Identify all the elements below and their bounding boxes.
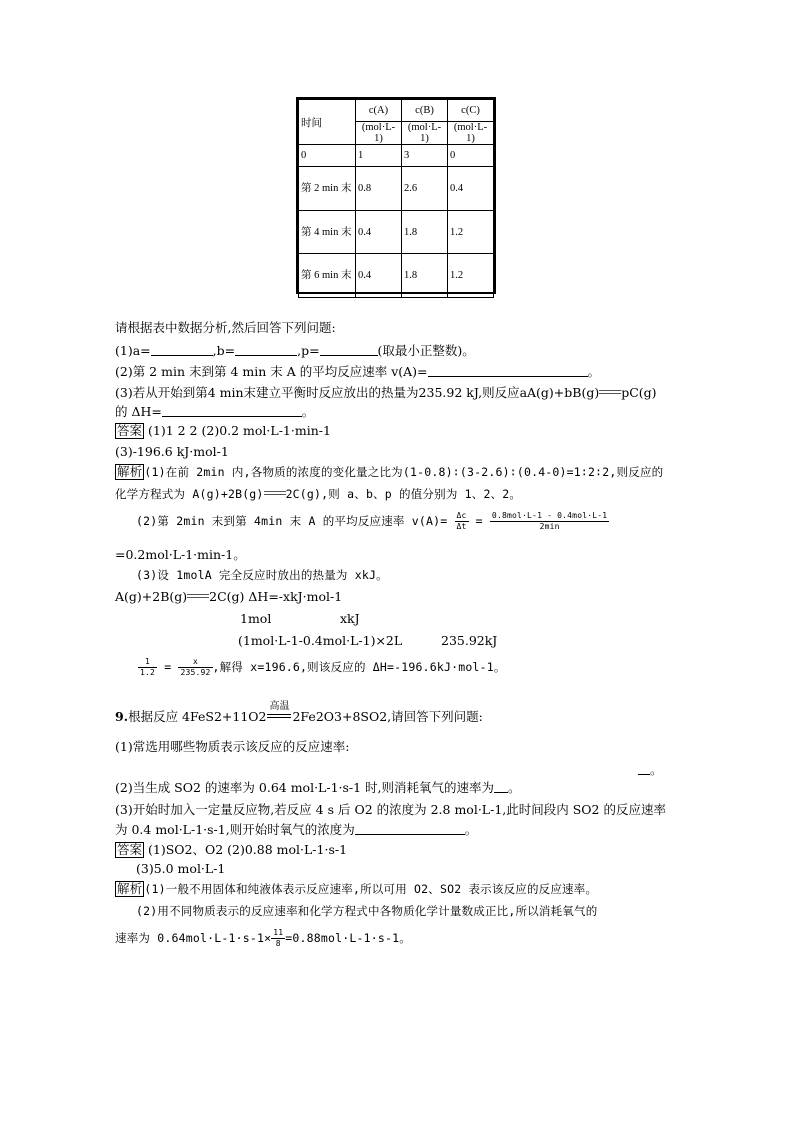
answer-blank[interactable] bbox=[355, 823, 465, 835]
table-header-ca: c(A) bbox=[356, 100, 402, 122]
q8-analysis-line1: 解析 (1)在前 2min 内,各物质的浓度的变化量之比为(1-0.8)∶(3-2.6)∶(0.4-0)=1∶2∶2,则反应的 bbox=[117, 465, 664, 479]
q8-answer-line2: (3)-196.6 kJ·mol-1 bbox=[115, 444, 229, 459]
analysis-tag: 解析 bbox=[117, 465, 143, 479]
table-unit-c: (mol·L-1) bbox=[448, 122, 494, 145]
analysis-tag: 解析 bbox=[117, 882, 143, 896]
q8-analysis-line5: (3)设 1molA 完全反应时放出的热量为 xkJ。 bbox=[136, 568, 388, 582]
concentration-table bbox=[296, 97, 496, 294]
equilibrium-arrow-icon bbox=[599, 389, 621, 395]
q9-answer-line2: (3)5.0 mol·L-1 bbox=[136, 861, 226, 876]
q8-intro: 请根据表中数据分析,然后回答下列问题: bbox=[115, 320, 336, 335]
equilibrium-arrow-icon bbox=[264, 490, 286, 496]
q9-part3: (3)开始时加入一定量反应物,若反应 4 s 后 O2 的浓度为 2.8 mol·L-1,此时间段内 SO2 的反应速率 bbox=[115, 802, 666, 817]
q9-part2: (2)当生成 SO2 的速率为 0.64 mol·L-1·s-1 时,则消耗氧气的速率为 。 bbox=[115, 780, 521, 795]
equals-sign-icon bbox=[267, 714, 291, 718]
q9-title: 9.根据反应 4FeS2+11O2 高温 2Fe2O3+8SO2,请回答下列问题: bbox=[115, 707, 483, 725]
fraction: $\frac{\Delta c}{\Delta t}$ bbox=[456, 511, 467, 531]
reaction-condition: 高温 bbox=[269, 701, 290, 712]
answer-tag: 答案 bbox=[117, 423, 143, 438]
q9-analysis-line2: (2)用不同物质表示的反应速率和化学方程式中各物质化学计量数成正比,所以消耗氧气的 bbox=[136, 904, 598, 918]
q9-answer-line1: 答案 (1)SO2、O2 (2)0.88 mol·L-1·s-1 bbox=[117, 842, 348, 857]
fraction: $\frac{x}{235.92}$ bbox=[180, 657, 211, 677]
q8-answer-line1: 答案 (1)1 2 2 (2)0.2 mol·L-1·min-1 bbox=[117, 423, 331, 438]
table-unit-b: (mol·L-1) bbox=[402, 122, 448, 145]
answer-blank[interactable] bbox=[428, 365, 588, 377]
q8-analysis-line3: (2)第 2min 末到第 4min 末 A 的平均反应速率 v(A)= $\frac{\Delta c}{\Delta t}$ = $\frac{\text{0.8mol·L-1 - 0.4mol·L-1}}{2\min}$ bbox=[136, 511, 608, 531]
q8-analysis-line8b: 235.92kJ bbox=[441, 633, 498, 648]
q8-analysis-line7a: 1mol bbox=[240, 611, 272, 626]
table-unit-a: (mol·L-1) bbox=[356, 122, 402, 145]
fraction: $\frac{1}{1.2}$ bbox=[140, 657, 156, 677]
q8-analysis-line6: A(g)+2B(g) 2C(g) ΔH=-xkJ·mol-1 bbox=[115, 589, 343, 604]
q9-part1-blank: 。 bbox=[638, 760, 663, 778]
q8-analysis-line9: $\frac{1}{1.2}$ = $\frac{x}{235.92}$ ,解得 x=196.6,则该反应的 ΔH=-196.6kJ·mol-1。 bbox=[140, 657, 506, 677]
q8-part3b: 的 ΔH= 。 bbox=[115, 404, 315, 419]
answer-blank[interactable] bbox=[638, 763, 650, 775]
table-header-cc: c(C) bbox=[448, 100, 494, 122]
table-header-cb: c(B) bbox=[402, 100, 448, 122]
q8-part1: (1)a= ,b= ,p= (取最小正整数)。 bbox=[115, 343, 475, 358]
equilibrium-arrow-icon bbox=[187, 593, 209, 599]
answer-tag: 答案 bbox=[117, 842, 143, 857]
table-row: 第 6 min 末 0.4 1.8 1.2 bbox=[299, 254, 494, 298]
q8-part3: (3)若从开始到第4 min末建立平衡时反应放出的热量为235.92 kJ,则反应aA(g)+bB(g) pC(g) bbox=[115, 385, 657, 400]
q9-analysis-line1: 解析 (1)一般不用固体和纯液体表示反应速率,所以可用 O2、SO2 表示该反应的反应速率。 bbox=[117, 882, 598, 896]
q9-part1: (1)常选用哪些物质表示该反应的反应速率: bbox=[115, 739, 350, 754]
table-row: 0 1 3 0 bbox=[299, 145, 494, 167]
table-row: 第 4 min 末 0.4 1.8 1.2 bbox=[299, 211, 494, 254]
q8-analysis-line7b: xkJ bbox=[340, 611, 360, 626]
q8-analysis-line8a: (1mol·L-1-0.4mol·L-1)×2L bbox=[238, 633, 403, 648]
q8-part2: (2)第 2 min 末到第 4 min 末 A 的平均反应速率 v(A)= 。 bbox=[115, 364, 601, 379]
table-row: 第 2 min 末 0.8 2.6 0.4 bbox=[299, 167, 494, 211]
answer-blank[interactable] bbox=[151, 344, 213, 356]
q9-analysis-line3: 速率为 0.64mol·L-1·s-1× $\frac{11}{8}$ =0.88mol·L-1·s-1。 bbox=[115, 928, 411, 948]
table-header-time: 时间 bbox=[299, 100, 356, 145]
answer-blank[interactable] bbox=[320, 344, 378, 356]
q9-part3b: 为 0.4 mol·L-1·s-1,则开始时氧气的浓度为 。 bbox=[115, 822, 478, 837]
fraction: $\frac{\text{0.8mol·L-1 - 0.4mol·L-1}}{2\min}$ bbox=[491, 511, 608, 531]
answer-blank[interactable] bbox=[494, 781, 508, 793]
answer-blank[interactable] bbox=[235, 344, 297, 356]
q8-analysis-line2: 化学方程式为 A(g)+2B(g) 2C(g),则 a、b、p 的值分别为 1、2、2。 bbox=[115, 487, 522, 501]
answer-blank[interactable] bbox=[162, 405, 302, 417]
q8-analysis-line4: =0.2mol·L-1·min-1。 bbox=[115, 547, 246, 562]
fraction: $\frac{11}{8}$ bbox=[273, 928, 284, 948]
